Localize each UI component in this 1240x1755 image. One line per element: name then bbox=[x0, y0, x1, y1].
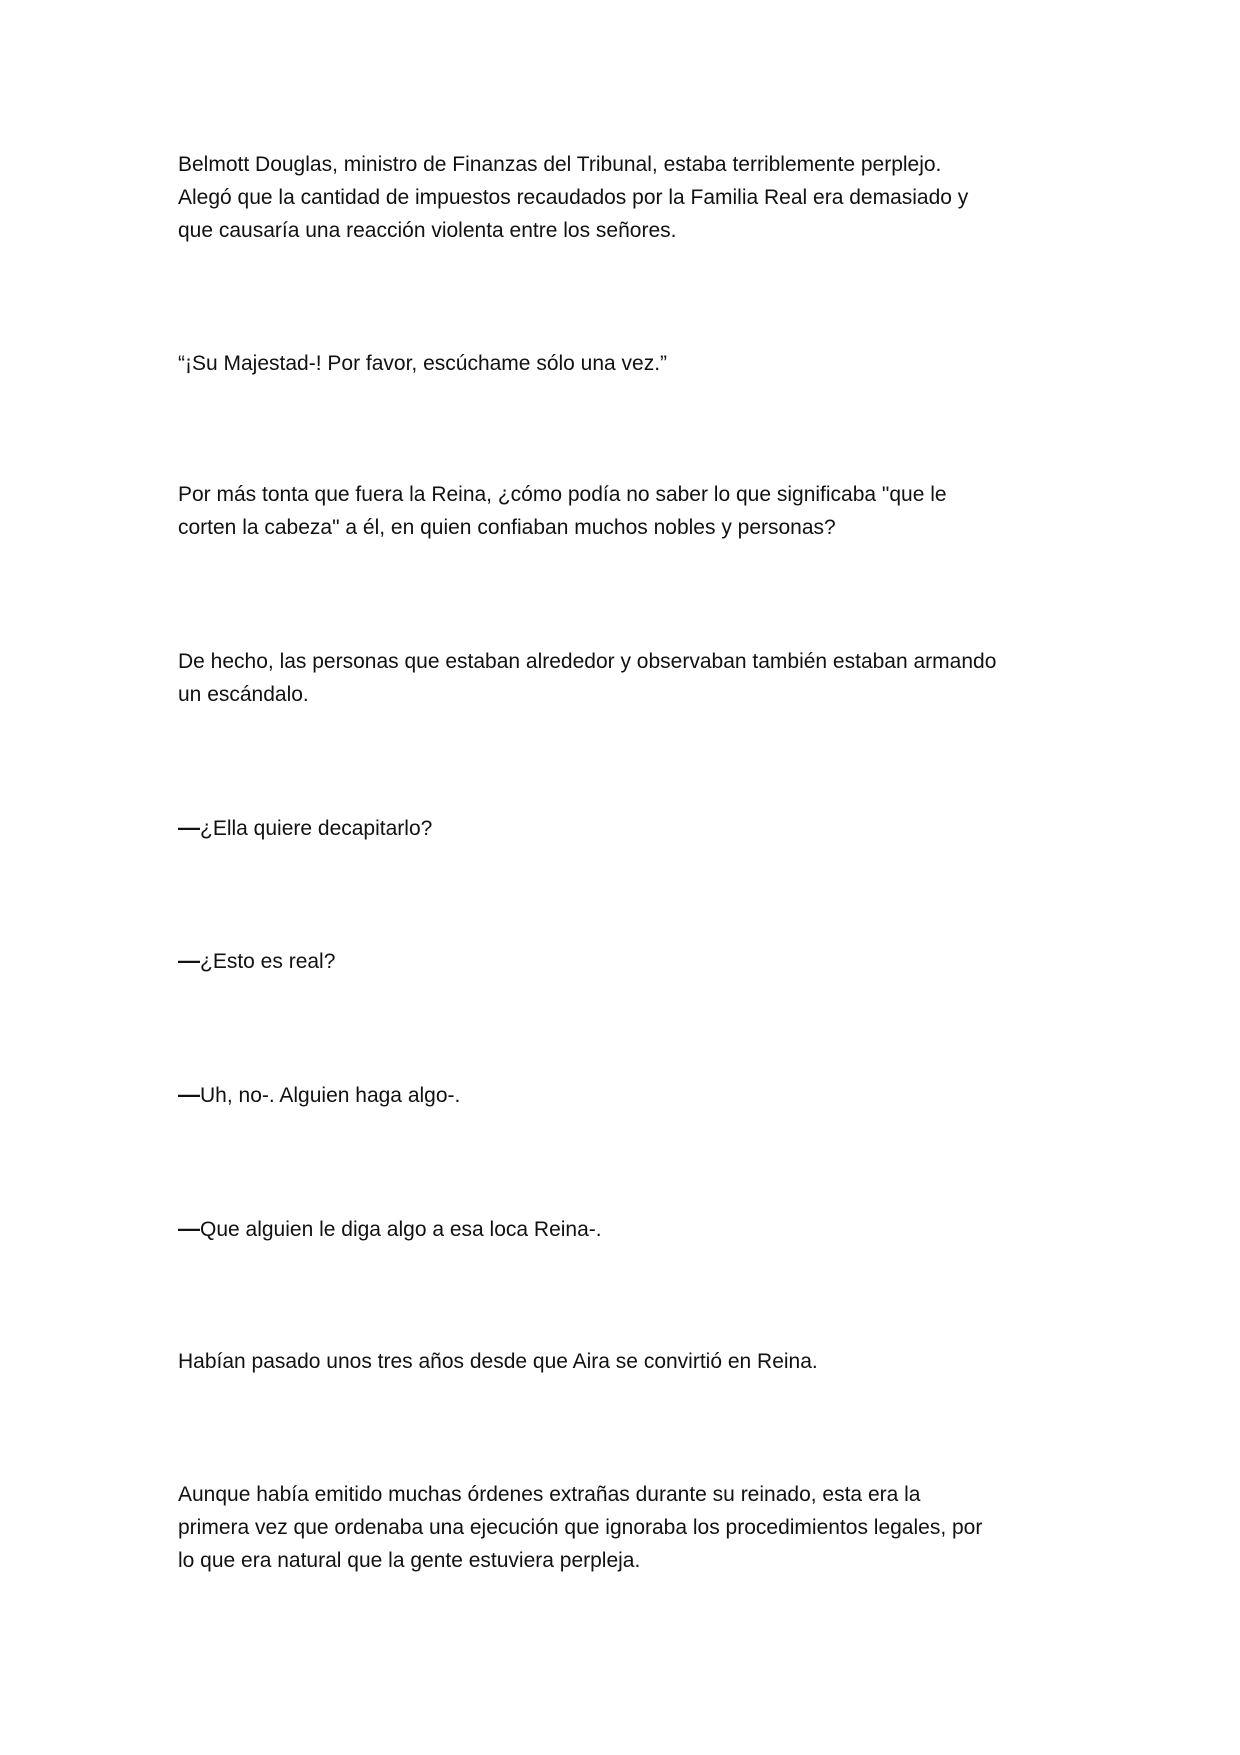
dialogue-dash: — bbox=[178, 948, 199, 973]
paragraph-execution-order bbox=[178, 1478, 1078, 1577]
dialogue-text: ¿Esto es real? bbox=[200, 950, 336, 973]
dialogue-text: Que alguien le diga algo a esa loca Reina-. bbox=[200, 1218, 602, 1241]
paragraph-crowd-scandal bbox=[178, 645, 1078, 711]
paragraph-three-years bbox=[178, 1345, 1078, 1378]
text-line: que causaría una reacción violenta entre los señores. bbox=[178, 219, 677, 242]
dialogue-line bbox=[178, 944, 1078, 978]
paragraph-queen-question bbox=[178, 478, 1078, 544]
text-line: Alegó que la cantidad de impuestos recaudados por la Familia Real era demasiado y bbox=[178, 186, 969, 209]
dialogue-dash: — bbox=[178, 1082, 199, 1107]
text-line: un escándalo. bbox=[178, 683, 309, 706]
dialogue-line bbox=[178, 811, 1078, 845]
text-line: Por más tonta que fuera la Reina, ¿cómo podía no saber lo que significaba "que le bbox=[178, 483, 947, 506]
text-line: lo que era natural que la gente estuviera perpleja. bbox=[178, 1549, 641, 1572]
paragraph-quote-majesty bbox=[178, 347, 1078, 380]
dialogue-line bbox=[178, 1078, 1078, 1112]
dialogue-dash: — bbox=[178, 1216, 199, 1241]
text-line: Habían pasado unos tres años desde que Aira se convirtió en Reina. bbox=[178, 1350, 818, 1373]
text-line: Belmott Douglas, ministro de Finanzas del Tribunal, estaba terriblemente perplejo. bbox=[178, 153, 942, 176]
dialogue-text: Uh, no-. Alguien haga algo-. bbox=[200, 1084, 461, 1107]
text-line: Aunque había emitido muchas órdenes extrañas durante su reinado, esta era la bbox=[178, 1483, 921, 1506]
text-line: De hecho, las personas que estaban alrededor y observaban también estaban armando bbox=[178, 650, 997, 673]
dialogue-line bbox=[178, 1212, 1078, 1246]
paragraph-finance-minister bbox=[178, 148, 1078, 247]
text-line: corten la cabeza" a él, en quien confiaban muchos nobles y personas? bbox=[178, 516, 836, 539]
text-line: “¡Su Majestad-! Por favor, escúchame sólo una vez.” bbox=[178, 352, 668, 375]
dialogue-text: ¿Ella quiere decapitarlo? bbox=[200, 817, 433, 840]
dialogue-dash: — bbox=[178, 815, 199, 840]
text-line: primera vez que ordenaba una ejecución que ignoraba los procedimientos legales, por bbox=[178, 1516, 983, 1539]
